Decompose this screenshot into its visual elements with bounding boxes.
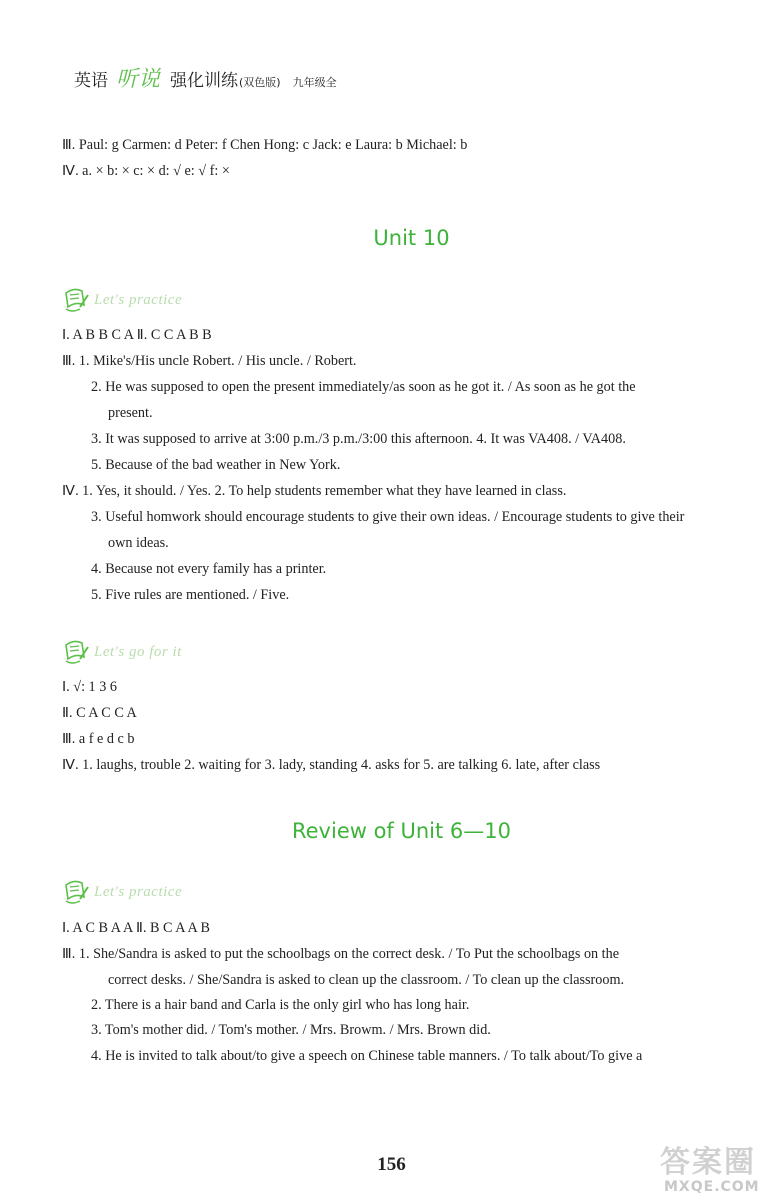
site-watermark	[660, 1145, 780, 1198]
u10-answer-row: own ideas.	[108, 535, 169, 551]
watermark-logo: 答案圈	[660, 1145, 756, 1180]
u10-go-row: Ⅳ. 1. laughs, trouble 2. waiting for 3. lady, standing 4. asks for 5. are talking 6. late, after class	[62, 757, 601, 773]
u10-answer-row: Ⅰ. A B B C A Ⅱ. C C A B B	[62, 327, 212, 343]
u10-go-row: Ⅰ. √: 1 3 6	[62, 679, 117, 695]
u10-answer-row: 3. Useful homwork should encourage students to give their own ideas. / Encourage students to give their	[91, 509, 685, 525]
u10-answer-row: 3. It was supposed to arrive at 3:00 p.m./3 p.m./3:00 this afternoon. 4. It was VA408. / VA408.	[91, 431, 626, 447]
section-label: Let's go for it	[94, 643, 182, 660]
prev-answer-4: Ⅳ. a. × b: × c: × d: √ e: √ f: ×	[62, 163, 230, 179]
review-answer-row: correct desks. / She/Sandra is asked to clean up the classroom. / To clean up the classroom.	[108, 972, 625, 988]
u10-answer-row: 2. He was supposed to open the present immediately/as soon as he got it. / As soon as he got the	[91, 379, 636, 395]
u10-answer-row: present.	[108, 405, 153, 421]
review-answer-row: Ⅰ. A C B A A Ⅱ. B C A A B	[62, 920, 210, 936]
header-grade: 九年级全	[292, 76, 337, 89]
header-edition: (双色版)	[239, 76, 281, 89]
u10-answer-row: 5. Because of the bad weather in New York.	[91, 457, 341, 473]
review-answer-row: 2. There is a hair band and Carla is the only girl who has long hair.	[91, 997, 470, 1013]
review-answer-row: 4. He is invited to talk about/to give a speech on Chinese table manners. / To talk about/To give a	[91, 1048, 643, 1064]
u10-go-row: Ⅱ. C A C C A	[62, 705, 137, 721]
pen-notebook-icon	[62, 877, 92, 907]
section-lets-go-for-it	[62, 636, 182, 668]
prev-answer-3: Ⅲ. Paul: g Carmen: d Peter: f Chen Hong: c Jack: e Laura: b Michael: b	[62, 137, 468, 153]
u10-go-row: Ⅲ. a f e d c b	[62, 731, 135, 747]
u10-answer-row: 5. Five rules are mentioned. / Five.	[91, 587, 290, 603]
u10-answer-row: Ⅲ. 1. Mike's/His uncle Robert. / His uncle. / Robert.	[62, 353, 357, 369]
review-answer-row: 3. Tom's mother did. / Tom's mother. / Mrs. Browm. / Mrs. Brown did.	[91, 1022, 491, 1038]
section-lets-practice	[62, 284, 182, 316]
section-label: Let's practice	[94, 291, 183, 308]
book-header	[74, 62, 337, 93]
header-series: 强化训练	[170, 71, 239, 91]
section-label: Let's practice	[94, 883, 183, 900]
u10-answer-row: Ⅳ. 1. Yes, it should. / Yes. 2. To help students remember what they have learned in class.	[62, 483, 567, 499]
header-listen: 听说	[116, 67, 161, 92]
section-lets-practice-review	[62, 876, 182, 908]
header-subject: 英语	[74, 71, 108, 91]
pen-notebook-icon	[62, 637, 92, 667]
unit-10-title: Unit 10	[373, 226, 450, 250]
page-number: 156	[377, 1154, 406, 1175]
review-title: Review of Unit 6—10	[291, 819, 512, 843]
pen-notebook-icon	[62, 285, 92, 315]
review-answer-row: Ⅲ. 1. She/Sandra is asked to put the schoolbags on the correct desk. / To Put the schoolbags on the	[62, 946, 620, 962]
u10-answer-row: 4. Because not every family has a printer.	[91, 561, 327, 577]
watermark-url: MXQE.COM	[664, 1179, 760, 1195]
